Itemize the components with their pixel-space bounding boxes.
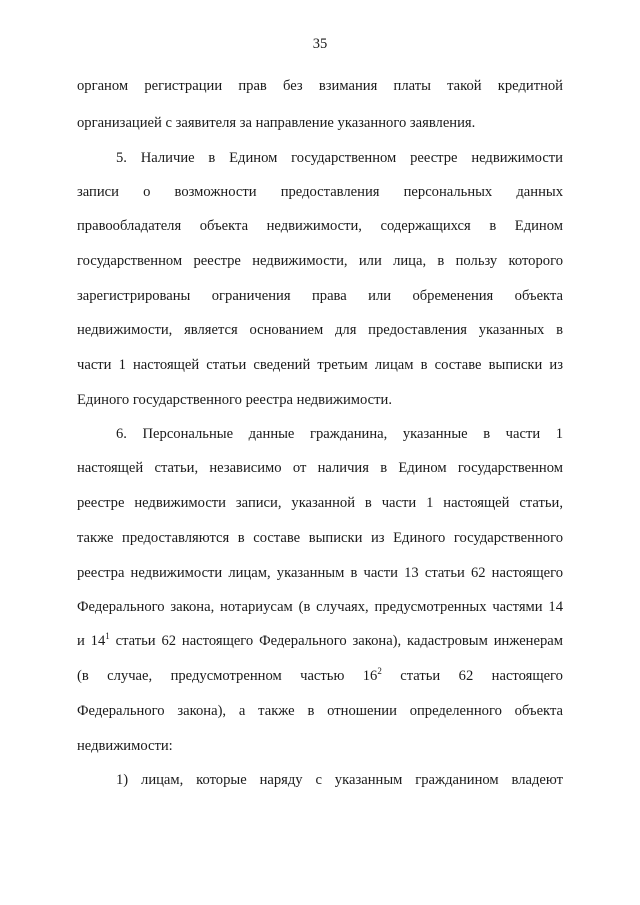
text-line: Федерального закона, нотариусам (в случаях, предусмотренных частями 14 xyxy=(77,599,563,615)
text-fragment: (в случае, предусмотренном частью 16 xyxy=(77,668,378,684)
text-line: правообладателя объекта недвижимости, содержащихся в Едином xyxy=(77,218,563,234)
text-fragment: и 14 xyxy=(77,633,106,649)
text-line: зарегистрированы ограничения права или обременения объекта xyxy=(77,288,563,304)
text-line: также предоставляются в составе выписки из Единого государственного xyxy=(77,530,563,546)
text-line: организацией с заявителя за направление указанного заявления. xyxy=(77,115,476,131)
page-number: 35 xyxy=(312,36,328,52)
superscript: 2 xyxy=(377,666,382,676)
text-fragment: статьи 62 настоящего Федерального закона), кадастровым инженерам xyxy=(109,633,563,649)
paragraph-5-start: 5. Наличие в Едином государственном реестре недвижимости xyxy=(116,150,563,166)
text-line: недвижимости, является основанием для предоставления указанных в xyxy=(77,322,563,338)
text-line: реестра недвижимости лицам, указанным в части 13 статьи 62 настоящего xyxy=(77,565,563,581)
text-line: недвижимости: xyxy=(77,738,173,754)
text-line: органом регистрации прав без взимания платы такой кредитной xyxy=(77,78,563,94)
text-line: части 1 настоящей статьи сведений третьим лицам в составе выписки из xyxy=(77,357,563,373)
text-line-with-superscript xyxy=(77,631,563,651)
text-line: настоящей статьи, независимо от наличия в Едином государственном xyxy=(77,460,563,476)
paragraph-6-start: 6. Персональные данные гражданина, указанные в части 1 xyxy=(116,426,563,442)
text-line: записи о возможности предоставления персональных данных xyxy=(77,184,563,200)
text-line: государственном реестре недвижимости, или лица, в пользу которого xyxy=(77,253,563,269)
list-item-1-start: 1) лицам, которые наряду с указанным гражданином владеют xyxy=(116,772,563,788)
text-line: Федерального закона), а также в отношении определенного объекта xyxy=(77,703,563,719)
text-fragment: статьи 62 настоящего xyxy=(381,668,563,684)
text-line: реестре недвижимости записи, указанной в части 1 настоящей статьи, xyxy=(77,495,563,511)
superscript: 1 xyxy=(105,631,110,641)
text-line-with-superscript xyxy=(77,666,563,686)
text-line: Единого государственного реестра недвижимости. xyxy=(77,392,392,408)
